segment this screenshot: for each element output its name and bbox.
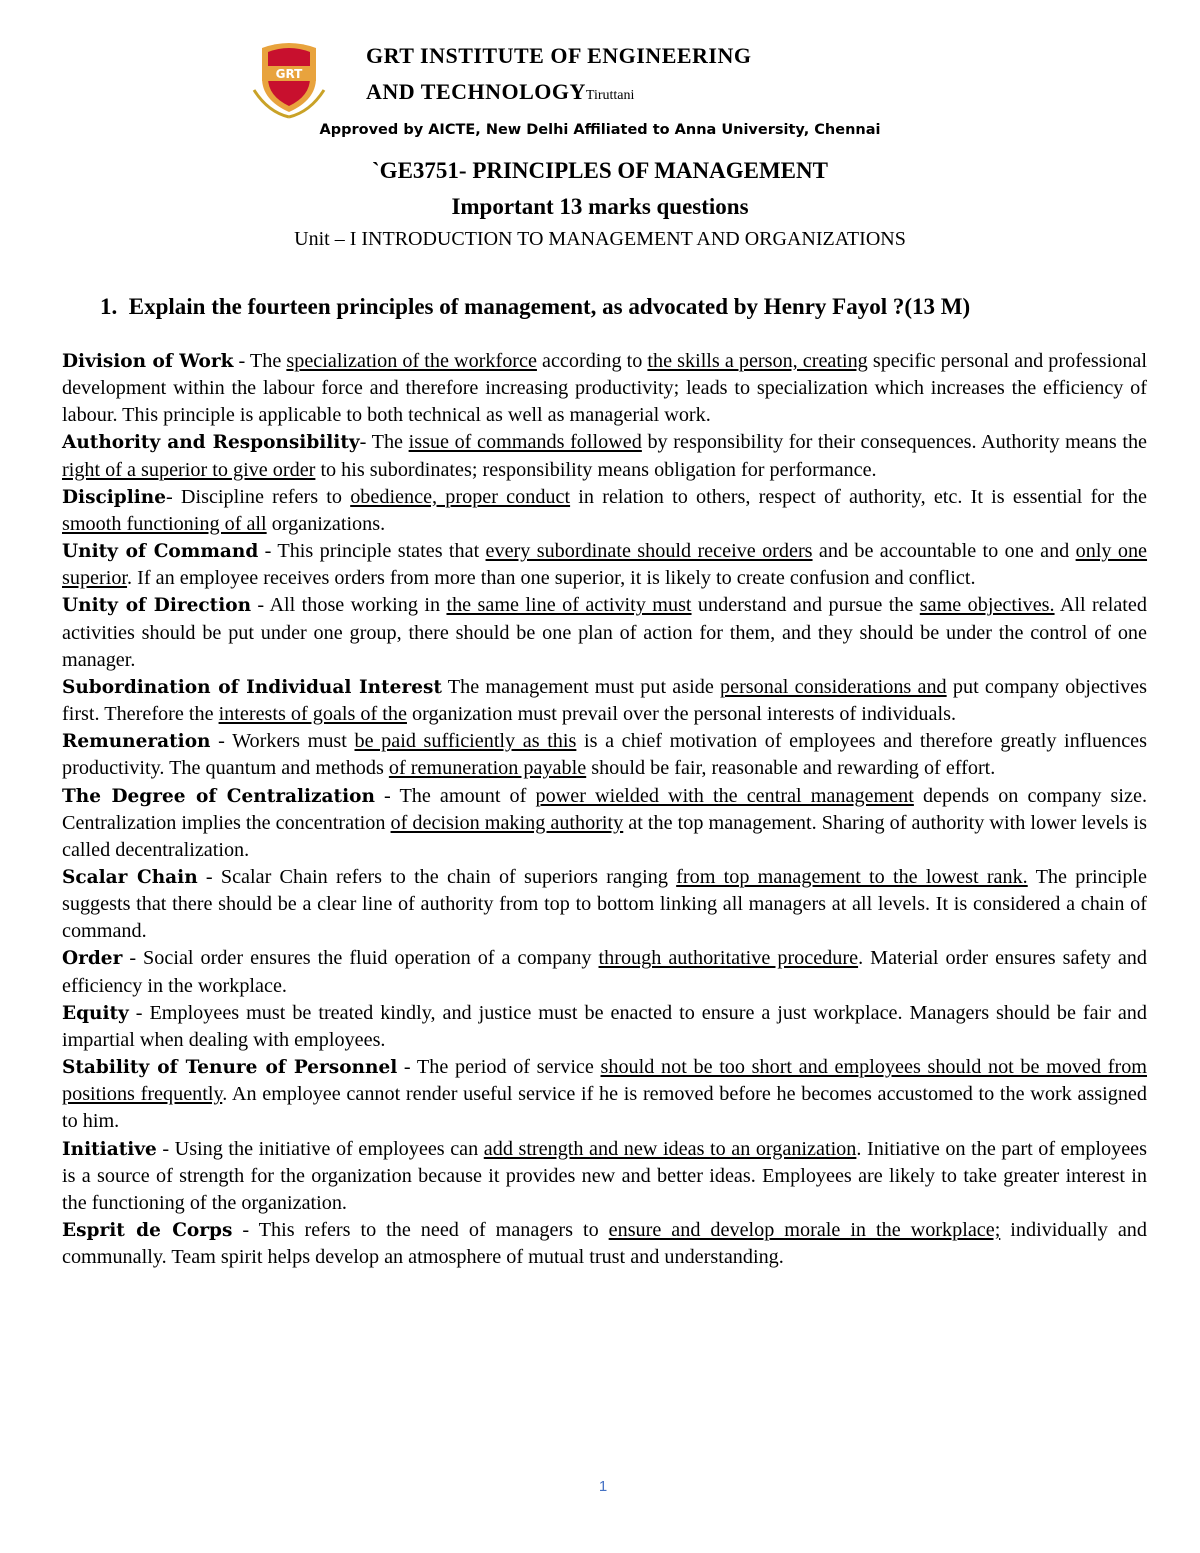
principle-paragraph <box>62 674 1147 728</box>
principle-text: and be accountable to one and <box>812 540 1076 563</box>
principle-text: - The <box>233 350 287 372</box>
principle-text: by responsibility for their consequences. Authority means the <box>641 431 1148 454</box>
principle-paragraph <box>62 592 1147 673</box>
principle-paragraph <box>62 945 1147 999</box>
principle-text: . Initiative on the part of employees is a source of strength for the organization because it provides new and better ideas. Employees are likely to take greater interest in the functioning of the organization. <box>62 1137 1147 1214</box>
underlined-phrase: only one superior <box>62 540 1148 590</box>
institute-name <box>366 38 752 114</box>
approval-line: Approved by AICTE, New Delhi Affiliated to Anna University, Chennai <box>319 122 881 138</box>
principle-term: Subordination of Individual Interest <box>62 676 442 698</box>
underlined-phrase: power wielded with the central management <box>535 784 914 807</box>
principle-term: Order <box>62 948 123 970</box>
institute-line-1: GRT INSTITUTE OF ENGINEERING <box>366 43 752 68</box>
underlined-phrase: the skills a person, creating <box>647 350 868 372</box>
principle-paragraph <box>62 1054 1147 1135</box>
underlined-phrase: the same line of activity must <box>446 594 692 617</box>
principle-text: understand and pursue the <box>691 594 920 617</box>
principle-term: Authority and Responsibility <box>62 432 360 454</box>
underlined-phrase: obedience, proper conduct <box>350 485 571 508</box>
principle-text: - This principle states that <box>258 540 486 563</box>
principle-text: - The <box>359 431 409 454</box>
grt-logo <box>248 38 330 120</box>
principle-text: to his subordinates; responsibility means obligation for performance. <box>315 458 877 481</box>
principle-paragraph <box>62 484 1147 538</box>
principle-text: - All those working in <box>251 594 447 617</box>
underlined-phrase: through authoritative procedure <box>598 947 859 970</box>
principle-text: at the top management. Sharing of authority with lower levels is called decentralization. <box>62 811 1147 861</box>
principle-text: put company objectives first. Therefore the <box>62 675 1147 726</box>
principle-term: Equity <box>62 1002 129 1024</box>
principle-term: Remuneration <box>62 731 211 753</box>
principle-text: - Discipline refers to <box>166 485 351 508</box>
principle-text: The principle suggests that there should be a clear line of authority from top to bottom linking all managers at all levels. It is considered a chain of command. <box>62 865 1147 943</box>
unit-heading: Unit – I INTRODUCTION TO MANAGEMENT AND ORGANIZATIONS <box>294 228 906 250</box>
principle-term: Stability of Tenure of Personnel <box>62 1057 398 1079</box>
principle-paragraph <box>62 429 1147 483</box>
underlined-phrase: smooth functioning of all <box>62 512 267 535</box>
underlined-phrase: of decision making authority <box>390 811 624 834</box>
principle-term: Unity of Command <box>62 541 259 563</box>
principle-text: - Employees must be treated kindly, and justice must be enacted to ensure a just workplace. Managers should be fair and impartial when dealing with employees. <box>62 1001 1147 1051</box>
principle-text: organization must prevail over the personal interests of individuals. <box>406 703 956 726</box>
principle-term: Division of Work <box>62 351 234 372</box>
principle-paragraph <box>62 783 1147 864</box>
principle-paragraph <box>62 1217 1147 1271</box>
institute-place: Tiruttani <box>585 88 635 103</box>
principle-term: Initiative <box>62 1138 157 1160</box>
document-subtitle: Important 13 marks questions <box>451 194 749 219</box>
principle-text: All related activities should be put under one group, there should be one plan of action for them, and they should be under the control of one manager. <box>62 594 1147 671</box>
underlined-phrase: personal considerations and <box>720 675 947 698</box>
principle-text: - The amount of <box>374 784 536 807</box>
question-text: Explain the fourteen principles of management, as advocated by Henry Fayol ?(13 M) <box>128 294 971 319</box>
principle-text: . An employee cannot render useful service if he is removed before he becomes accustomed to the work assigned to him. <box>62 1083 1147 1133</box>
principle-term: Discipline <box>62 486 166 508</box>
institute-line-2: AND TECHNOLOGY <box>366 79 586 104</box>
underlined-phrase: add strength and new ideas to an organization <box>483 1137 857 1160</box>
principle-text: in relation to others, respect of authority, etc. It is essential for the <box>570 485 1147 508</box>
principle-term: The Degree of Centralization <box>62 785 375 807</box>
principle-text: is a chief motivation of employees and therefore greatly influences productivity. The quantum and methods <box>62 730 1147 780</box>
principle-text: - Social order ensures the fluid operation of a company <box>122 947 599 970</box>
principle-paragraph <box>62 1136 1147 1217</box>
principle-text: - Scalar Chain refers to the chain of superiors ranging <box>197 865 677 888</box>
principle-term: Scalar Chain <box>62 866 198 888</box>
principle-text: organizations. <box>266 512 386 535</box>
principle-text: - This refers to the need of managers to <box>232 1219 609 1241</box>
course-title: `GE3751- PRINCIPLES OF MANAGEMENT <box>372 158 828 183</box>
principle-paragraph <box>62 348 1147 429</box>
principle-text: The management must put aside <box>441 675 721 698</box>
principle-text: individually and communally. Team spirit helps develop an atmosphere of mutual trust and understanding. <box>62 1219 1147 1269</box>
principle-text: should be fair, reasonable and rewarding of effort. <box>586 757 996 780</box>
principle-text: . Material order ensures safety and efficiency in the workplace. <box>62 947 1147 997</box>
principle-paragraph <box>62 864 1147 945</box>
question-heading <box>100 294 970 320</box>
underlined-phrase: specialization of the workforce <box>286 350 537 372</box>
question-number: 1. <box>100 294 118 319</box>
underlined-phrase: should not be too short and employees should not be moved from positions frequently <box>62 1056 1147 1106</box>
principle-text: depends on company size. Centralization implies the concentration <box>62 784 1147 834</box>
underlined-phrase: every subordinate should receive orders <box>485 540 813 563</box>
principle-text: - The period of service <box>397 1056 601 1079</box>
principle-text: - Workers must <box>210 730 355 753</box>
principle-paragraph <box>62 1000 1147 1054</box>
principle-text: specific personal and professional development within the labour force and therefore increasing productivity; leads to specialization which increases the efficiency of labour. This principle is applicable to both technical as well as managerial work. <box>62 350 1147 427</box>
principle-text: . If an employee receives orders from more than one superior, it is likely to create confusion and conflict. <box>127 567 976 590</box>
underlined-phrase: be paid sufficiently as this <box>354 730 577 753</box>
underlined-phrase: right of a superior to give order <box>62 458 316 481</box>
underlined-phrase: ensure and develop morale in the workplace; <box>608 1219 1001 1241</box>
principle-text: - Using the initiative of employees can <box>156 1137 484 1160</box>
principle-text: according to <box>536 350 648 372</box>
underlined-phrase: interests of goals of the <box>218 703 407 726</box>
principle-paragraph <box>62 538 1147 592</box>
underlined-phrase: same objectives. <box>919 594 1055 617</box>
principle-term: Unity of Direction <box>62 595 252 617</box>
principle-term: Esprit de Corps <box>62 1220 233 1241</box>
underlined-phrase: from top management to the lowest rank. <box>676 865 1028 888</box>
underlined-phrase: of remuneration payable <box>388 757 587 780</box>
page-number: 1 <box>598 1478 608 1495</box>
logo-text: GRT <box>275 67 303 81</box>
principles-body <box>62 348 1147 1271</box>
principle-paragraph <box>62 728 1147 782</box>
underlined-phrase: issue of commands followed <box>408 431 642 454</box>
